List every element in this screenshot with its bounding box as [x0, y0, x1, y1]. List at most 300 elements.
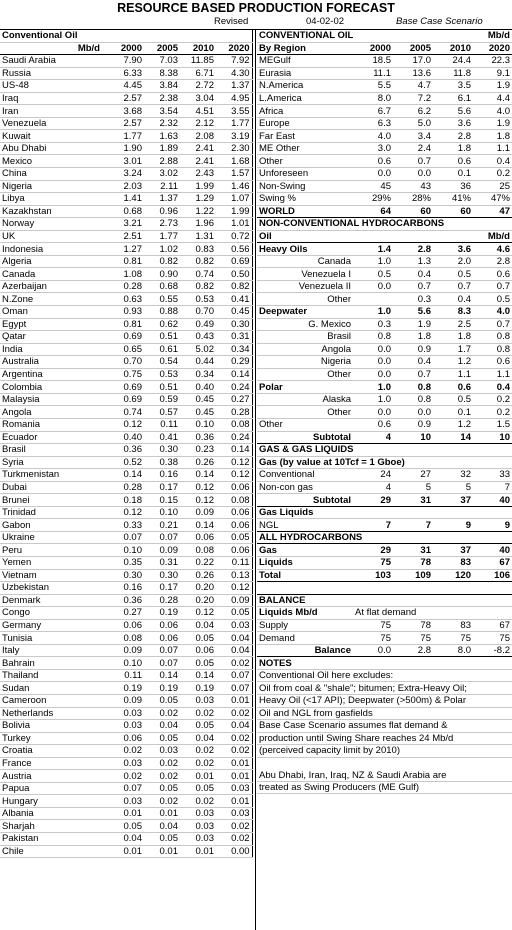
row-label: Demand [257, 632, 353, 645]
row-label: NGL [257, 519, 353, 532]
country-name: Sudan [0, 682, 108, 695]
country-name: Iraq [0, 92, 108, 105]
country-value: 1.99 [180, 180, 216, 193]
country-value: 0.06 [216, 544, 252, 557]
country-value: 0.55 [144, 293, 180, 306]
country-value: 0.40 [108, 431, 144, 444]
country-value: 0.30 [144, 444, 180, 457]
gas-liquids-header: Gas Liquids [257, 506, 512, 519]
country-name: Pakistan [0, 833, 108, 846]
note-line [257, 720, 512, 733]
row-value: 0.0 [353, 406, 393, 419]
country-value: 0.14 [144, 669, 180, 682]
row-label: Other [257, 155, 353, 168]
row-value: 75 [473, 632, 512, 645]
country-value: 0.52 [108, 456, 144, 469]
country-value: 1.31 [180, 230, 216, 243]
oil-label: Oil [257, 230, 473, 243]
country-name: Bahrain [0, 657, 108, 670]
row-value: 7 [393, 519, 433, 532]
row-value: 4.4 [473, 92, 512, 105]
country-name: US-48 [0, 80, 108, 93]
row-value [353, 293, 393, 306]
row-value: 0.2 [473, 393, 512, 406]
country-value: 0.12 [216, 456, 252, 469]
country-name: Dubai [0, 481, 108, 494]
left-unit: Mb/d [0, 42, 108, 55]
country-name: Australia [0, 356, 108, 369]
nch-header [257, 218, 512, 231]
row-value: 2.8 [393, 644, 433, 657]
row-label: Angola [257, 343, 353, 356]
country-value: 0.68 [108, 205, 144, 218]
country-value: 1.99 [216, 205, 252, 218]
country-value: 0.06 [144, 619, 180, 632]
country-value: 0.02 [180, 757, 216, 770]
country-value: 0.56 [216, 243, 252, 256]
country-value: 0.06 [180, 531, 216, 544]
country-name: Ecuador [0, 431, 108, 444]
country-value: 1.22 [180, 205, 216, 218]
row-value: 78 [393, 619, 433, 632]
country-row [0, 255, 252, 268]
country-value: 0.08 [108, 632, 144, 645]
country-row [0, 431, 252, 444]
country-row [0, 130, 252, 143]
row-value: 3.6 [433, 243, 473, 256]
country-value: 0.19 [144, 607, 180, 620]
row-value: 83 [433, 556, 473, 569]
country-name: Yemen [0, 556, 108, 569]
country-value: 0.00 [216, 845, 252, 858]
row-label: Nigeria [257, 356, 353, 369]
country-value: 1.27 [108, 243, 144, 256]
row-value: 0.0 [353, 168, 393, 181]
country-value: 0.96 [144, 205, 180, 218]
country-value: 2.41 [180, 155, 216, 168]
row-label: Europe [257, 117, 353, 130]
country-name: Norway [0, 218, 108, 231]
polar-row [257, 381, 512, 394]
country-row [0, 494, 252, 507]
swing-row [257, 193, 512, 206]
row-value: 45 [353, 180, 393, 193]
region-table [257, 30, 512, 794]
left-section-title: Conventional Oil [0, 30, 252, 42]
country-value: 0.04 [144, 720, 180, 733]
row-label: Heavy Oils [257, 243, 353, 256]
country-row [0, 80, 252, 93]
country-row [0, 381, 252, 394]
row-value: 36 [433, 180, 473, 193]
country-value: 0.06 [216, 481, 252, 494]
country-value: 0.70 [180, 306, 216, 319]
country-name: Austria [0, 770, 108, 783]
row-value: 1.8 [433, 142, 473, 155]
gas-subheader [257, 456, 512, 469]
row-value: 37 [433, 544, 473, 557]
country-value: 0.02 [180, 795, 216, 808]
revised-label: Revised [214, 16, 249, 27]
country-value: 0.12 [108, 506, 144, 519]
country-name: Oman [0, 306, 108, 319]
country-name: Peru [0, 544, 108, 557]
country-row [0, 720, 252, 733]
country-value: 0.59 [144, 393, 180, 406]
row-value: 47% [473, 193, 512, 206]
country-value: 0.82 [180, 255, 216, 268]
row-value: 0.0 [353, 644, 393, 657]
row-value: 0.8 [393, 381, 433, 394]
country-value: 0.45 [216, 306, 252, 319]
heavy-sub-row [257, 268, 512, 281]
country-value: 0.07 [108, 531, 144, 544]
row-value: 0.6 [473, 356, 512, 369]
row-value: 0.0 [353, 368, 393, 381]
country-value: 0.03 [180, 807, 216, 820]
country-value: 0.49 [180, 318, 216, 331]
deepwater-row [257, 306, 512, 319]
country-value: 0.10 [144, 506, 180, 519]
country-value: 0.40 [180, 381, 216, 394]
country-name: Cameroon [0, 694, 108, 707]
country-value: 1.57 [216, 168, 252, 181]
country-value: 0.09 [144, 544, 180, 557]
country-value: 0.09 [108, 644, 144, 657]
right-year: 2010 [433, 42, 473, 55]
row-value: 0.7 [473, 280, 512, 293]
country-value: 0.45 [180, 393, 216, 406]
country-value: 0.05 [144, 694, 180, 707]
all-hc-row [257, 569, 512, 582]
row-value: 10 [473, 431, 512, 444]
row-value: 24.4 [433, 55, 473, 68]
country-value: 0.69 [108, 381, 144, 394]
region-row [257, 180, 512, 193]
row-value: 0.8 [393, 393, 433, 406]
country-row [0, 456, 252, 469]
heavy-sub-row [257, 280, 512, 293]
row-value: 28% [393, 193, 433, 206]
row-value: 0.8 [353, 331, 393, 344]
left-year: 2020 [216, 42, 252, 55]
deep-sub-row [257, 318, 512, 331]
country-value: 3.04 [180, 92, 216, 105]
conv-oil-header: CONVENTIONAL OIL [257, 30, 473, 42]
country-value: 0.04 [144, 820, 180, 833]
row-label: Total [257, 569, 353, 582]
oil-label [257, 230, 512, 243]
row-label: Unforeseen [257, 168, 353, 181]
row-value: 14 [433, 431, 473, 444]
country-value: 3.55 [216, 105, 252, 118]
row-value: 75 [353, 619, 393, 632]
deep-sub-row [257, 368, 512, 381]
country-value: 3.54 [144, 105, 180, 118]
country-row [0, 142, 252, 155]
note-line [257, 669, 512, 682]
country-value: 0.03 [180, 820, 216, 833]
row-value: 3.5 [433, 80, 473, 93]
country-value: 0.03 [108, 720, 144, 733]
nch-header: NON-CONVENTIONAL HYDROCARBONS [257, 218, 512, 231]
country-value: 0.28 [108, 481, 144, 494]
page-header [0, 0, 512, 30]
country-name: Vietnam [0, 569, 108, 582]
country-value: 0.01 [216, 770, 252, 783]
country-value: 0.31 [144, 556, 180, 569]
country-value: 0.14 [180, 669, 216, 682]
country-value: 1.08 [108, 268, 144, 281]
note-line: Oil and NGL from gasfields [257, 707, 512, 720]
country-value: 0.30 [144, 569, 180, 582]
country-value: 2.51 [108, 230, 144, 243]
country-value: 0.09 [180, 506, 216, 519]
liquids-label: Liquids Mb/d [257, 607, 353, 620]
country-value: 0.45 [180, 406, 216, 419]
row-value: 2.5 [433, 318, 473, 331]
country-value: 0.03 [216, 807, 252, 820]
row-value: 4.0 [473, 105, 512, 118]
country-row [0, 694, 252, 707]
country-name: Azerbaijan [0, 280, 108, 293]
country-name: Libya [0, 193, 108, 206]
world-row [257, 205, 512, 218]
row-value: 43 [393, 180, 433, 193]
row-value: 13.6 [393, 67, 433, 80]
gas-subheader: Gas (by value at 10Tcf = 1 Gboe) [257, 456, 512, 469]
row-value: 0.8 [473, 331, 512, 344]
country-value: 0.08 [180, 544, 216, 557]
row-value: 67 [473, 556, 512, 569]
conv-oil-header [257, 30, 512, 42]
revised-date: 04-02-02 [306, 16, 345, 27]
country-value: 0.61 [144, 343, 180, 356]
country-value: 0.01 [216, 757, 252, 770]
note-line: Base Case Scenario assumes flat demand & [257, 720, 512, 733]
country-value: 0.05 [144, 833, 180, 846]
country-row [0, 406, 252, 419]
country-value: 0.81 [108, 255, 144, 268]
row-value: 75 [353, 556, 393, 569]
country-value: 0.03 [216, 619, 252, 632]
country-row [0, 619, 252, 632]
country-name: Kuwait [0, 130, 108, 143]
country-row [0, 757, 252, 770]
country-value: 4.45 [108, 80, 144, 93]
country-row [0, 544, 252, 557]
row-value: 1.5 [473, 418, 512, 431]
country-value: 0.36 [180, 431, 216, 444]
country-value: 0.05 [108, 820, 144, 833]
row-value: 0.0 [393, 168, 433, 181]
country-row [0, 180, 252, 193]
country-name: Angola [0, 406, 108, 419]
region-row [257, 117, 512, 130]
country-value: 0.51 [144, 381, 180, 394]
country-row [0, 356, 252, 369]
country-value: 0.51 [144, 331, 180, 344]
row-label: Other [257, 293, 353, 306]
country-value: 1.29 [180, 193, 216, 206]
country-value: 0.02 [216, 820, 252, 833]
balance-row [257, 644, 512, 657]
country-value: 0.05 [180, 782, 216, 795]
row-value: 2.8 [433, 130, 473, 143]
row-value: 0.7 [393, 368, 433, 381]
country-row [0, 92, 252, 105]
country-value: 0.11 [108, 669, 144, 682]
country-name: Malaysia [0, 393, 108, 406]
row-value: 0.4 [473, 155, 512, 168]
row-value: 0.6 [473, 268, 512, 281]
country-value: 0.24 [216, 381, 252, 394]
region-row [257, 142, 512, 155]
country-value: 0.03 [108, 795, 144, 808]
row-label: Alaska [257, 393, 353, 406]
flat-demand-label: At flat demand [353, 607, 512, 620]
note-line: Conventional Oil here excludes: [257, 669, 512, 682]
country-name: Nigeria [0, 180, 108, 193]
country-value: 3.84 [144, 80, 180, 93]
country-value: 0.01 [180, 770, 216, 783]
row-label: Subtotal [257, 494, 353, 507]
row-value: 3.0 [353, 142, 393, 155]
note-line [257, 707, 512, 720]
country-value: 0.88 [144, 306, 180, 319]
row-value: 78 [393, 556, 433, 569]
country-name: Indonesia [0, 243, 108, 256]
country-value: 0.10 [180, 418, 216, 431]
row-value: 4.6 [473, 243, 512, 256]
row-label: N.America [257, 80, 353, 93]
country-value: 0.21 [144, 519, 180, 532]
row-value: 0.6 [353, 155, 393, 168]
country-value: 0.04 [180, 732, 216, 745]
scenario-label: Base Case Scenario [396, 16, 483, 27]
gas-header: GAS & GAS LIQUIDS [257, 444, 512, 457]
country-value: 0.18 [108, 494, 144, 507]
country-value: 0.05 [180, 632, 216, 645]
country-value: 0.09 [108, 694, 144, 707]
country-row [0, 268, 252, 281]
country-row [0, 67, 252, 80]
country-value: 0.17 [144, 582, 180, 595]
country-name: Syria [0, 456, 108, 469]
note-line: Oil from coal & "shale"; bitumen; Extra-Heavy Oil; [257, 682, 512, 695]
country-name: Thailand [0, 669, 108, 682]
country-value: 0.54 [144, 356, 180, 369]
spacer-row [257, 582, 512, 595]
country-row [0, 707, 252, 720]
country-value: 1.07 [216, 193, 252, 206]
country-value: 0.63 [108, 293, 144, 306]
row-value: 1.1 [433, 368, 473, 381]
country-value: 1.90 [108, 142, 144, 155]
left-year: 2010 [180, 42, 216, 55]
country-value: 1.96 [180, 218, 216, 231]
country-value: 2.32 [144, 117, 180, 130]
row-value: 2.8 [473, 255, 512, 268]
country-value: 1.63 [144, 130, 180, 143]
country-value: 3.02 [144, 168, 180, 181]
region-row [257, 105, 512, 118]
country-value: 0.02 [180, 707, 216, 720]
row-value: 109 [393, 569, 433, 582]
row-label: G. Mexico [257, 318, 353, 331]
country-row [0, 632, 252, 645]
notes-header: NOTES [257, 657, 512, 670]
country-row [0, 782, 252, 795]
row-value: 31 [393, 494, 433, 507]
country-value: 0.24 [216, 431, 252, 444]
country-value: 2.38 [144, 92, 180, 105]
country-row [0, 569, 252, 582]
country-row [0, 243, 252, 256]
country-value: 7.92 [216, 55, 252, 68]
country-value: 0.27 [216, 393, 252, 406]
country-row [0, 193, 252, 206]
row-label: Other [257, 368, 353, 381]
country-value: 0.08 [216, 494, 252, 507]
row-value: 4 [353, 431, 393, 444]
country-value: 0.12 [216, 469, 252, 482]
row-value: 0.5 [353, 268, 393, 281]
country-value: 0.07 [144, 531, 180, 544]
country-value: 0.33 [108, 519, 144, 532]
country-name: China [0, 168, 108, 181]
row-value: 0.4 [393, 356, 433, 369]
row-value: 75 [353, 632, 393, 645]
row-label: Far East [257, 130, 353, 143]
gas-row [257, 469, 512, 482]
country-value: 3.24 [108, 168, 144, 181]
country-row [0, 168, 252, 181]
country-value: 4.95 [216, 92, 252, 105]
country-value: 0.07 [144, 644, 180, 657]
row-value: 1.9 [393, 318, 433, 331]
row-label: MEGulf [257, 55, 353, 68]
country-value: 0.90 [144, 268, 180, 281]
row-label: Other [257, 406, 353, 419]
row-value: 2.8 [393, 243, 433, 256]
row-value: 9 [433, 519, 473, 532]
row-value: 1.0 [353, 393, 393, 406]
note-line [257, 769, 512, 781]
country-name: Brunei [0, 494, 108, 507]
row-value: 11.8 [433, 67, 473, 80]
country-value: 0.16 [144, 469, 180, 482]
country-value: 0.20 [180, 582, 216, 595]
country-value: 0.14 [180, 469, 216, 482]
country-value: 1.89 [144, 142, 180, 155]
row-value: 1.8 [393, 331, 433, 344]
country-row [0, 318, 252, 331]
country-value: 0.74 [180, 268, 216, 281]
row-value: 3.4 [393, 130, 433, 143]
country-row [0, 293, 252, 306]
country-name: Algeria [0, 255, 108, 268]
country-value: 0.02 [216, 745, 252, 758]
ngl-row [257, 519, 512, 532]
row-value: 40 [473, 544, 512, 557]
row-value: 0.0 [353, 343, 393, 356]
country-value: 4.51 [180, 105, 216, 118]
country-row [0, 306, 252, 319]
row-value: 67 [473, 619, 512, 632]
country-row [0, 444, 252, 457]
country-value: 0.41 [144, 431, 180, 444]
